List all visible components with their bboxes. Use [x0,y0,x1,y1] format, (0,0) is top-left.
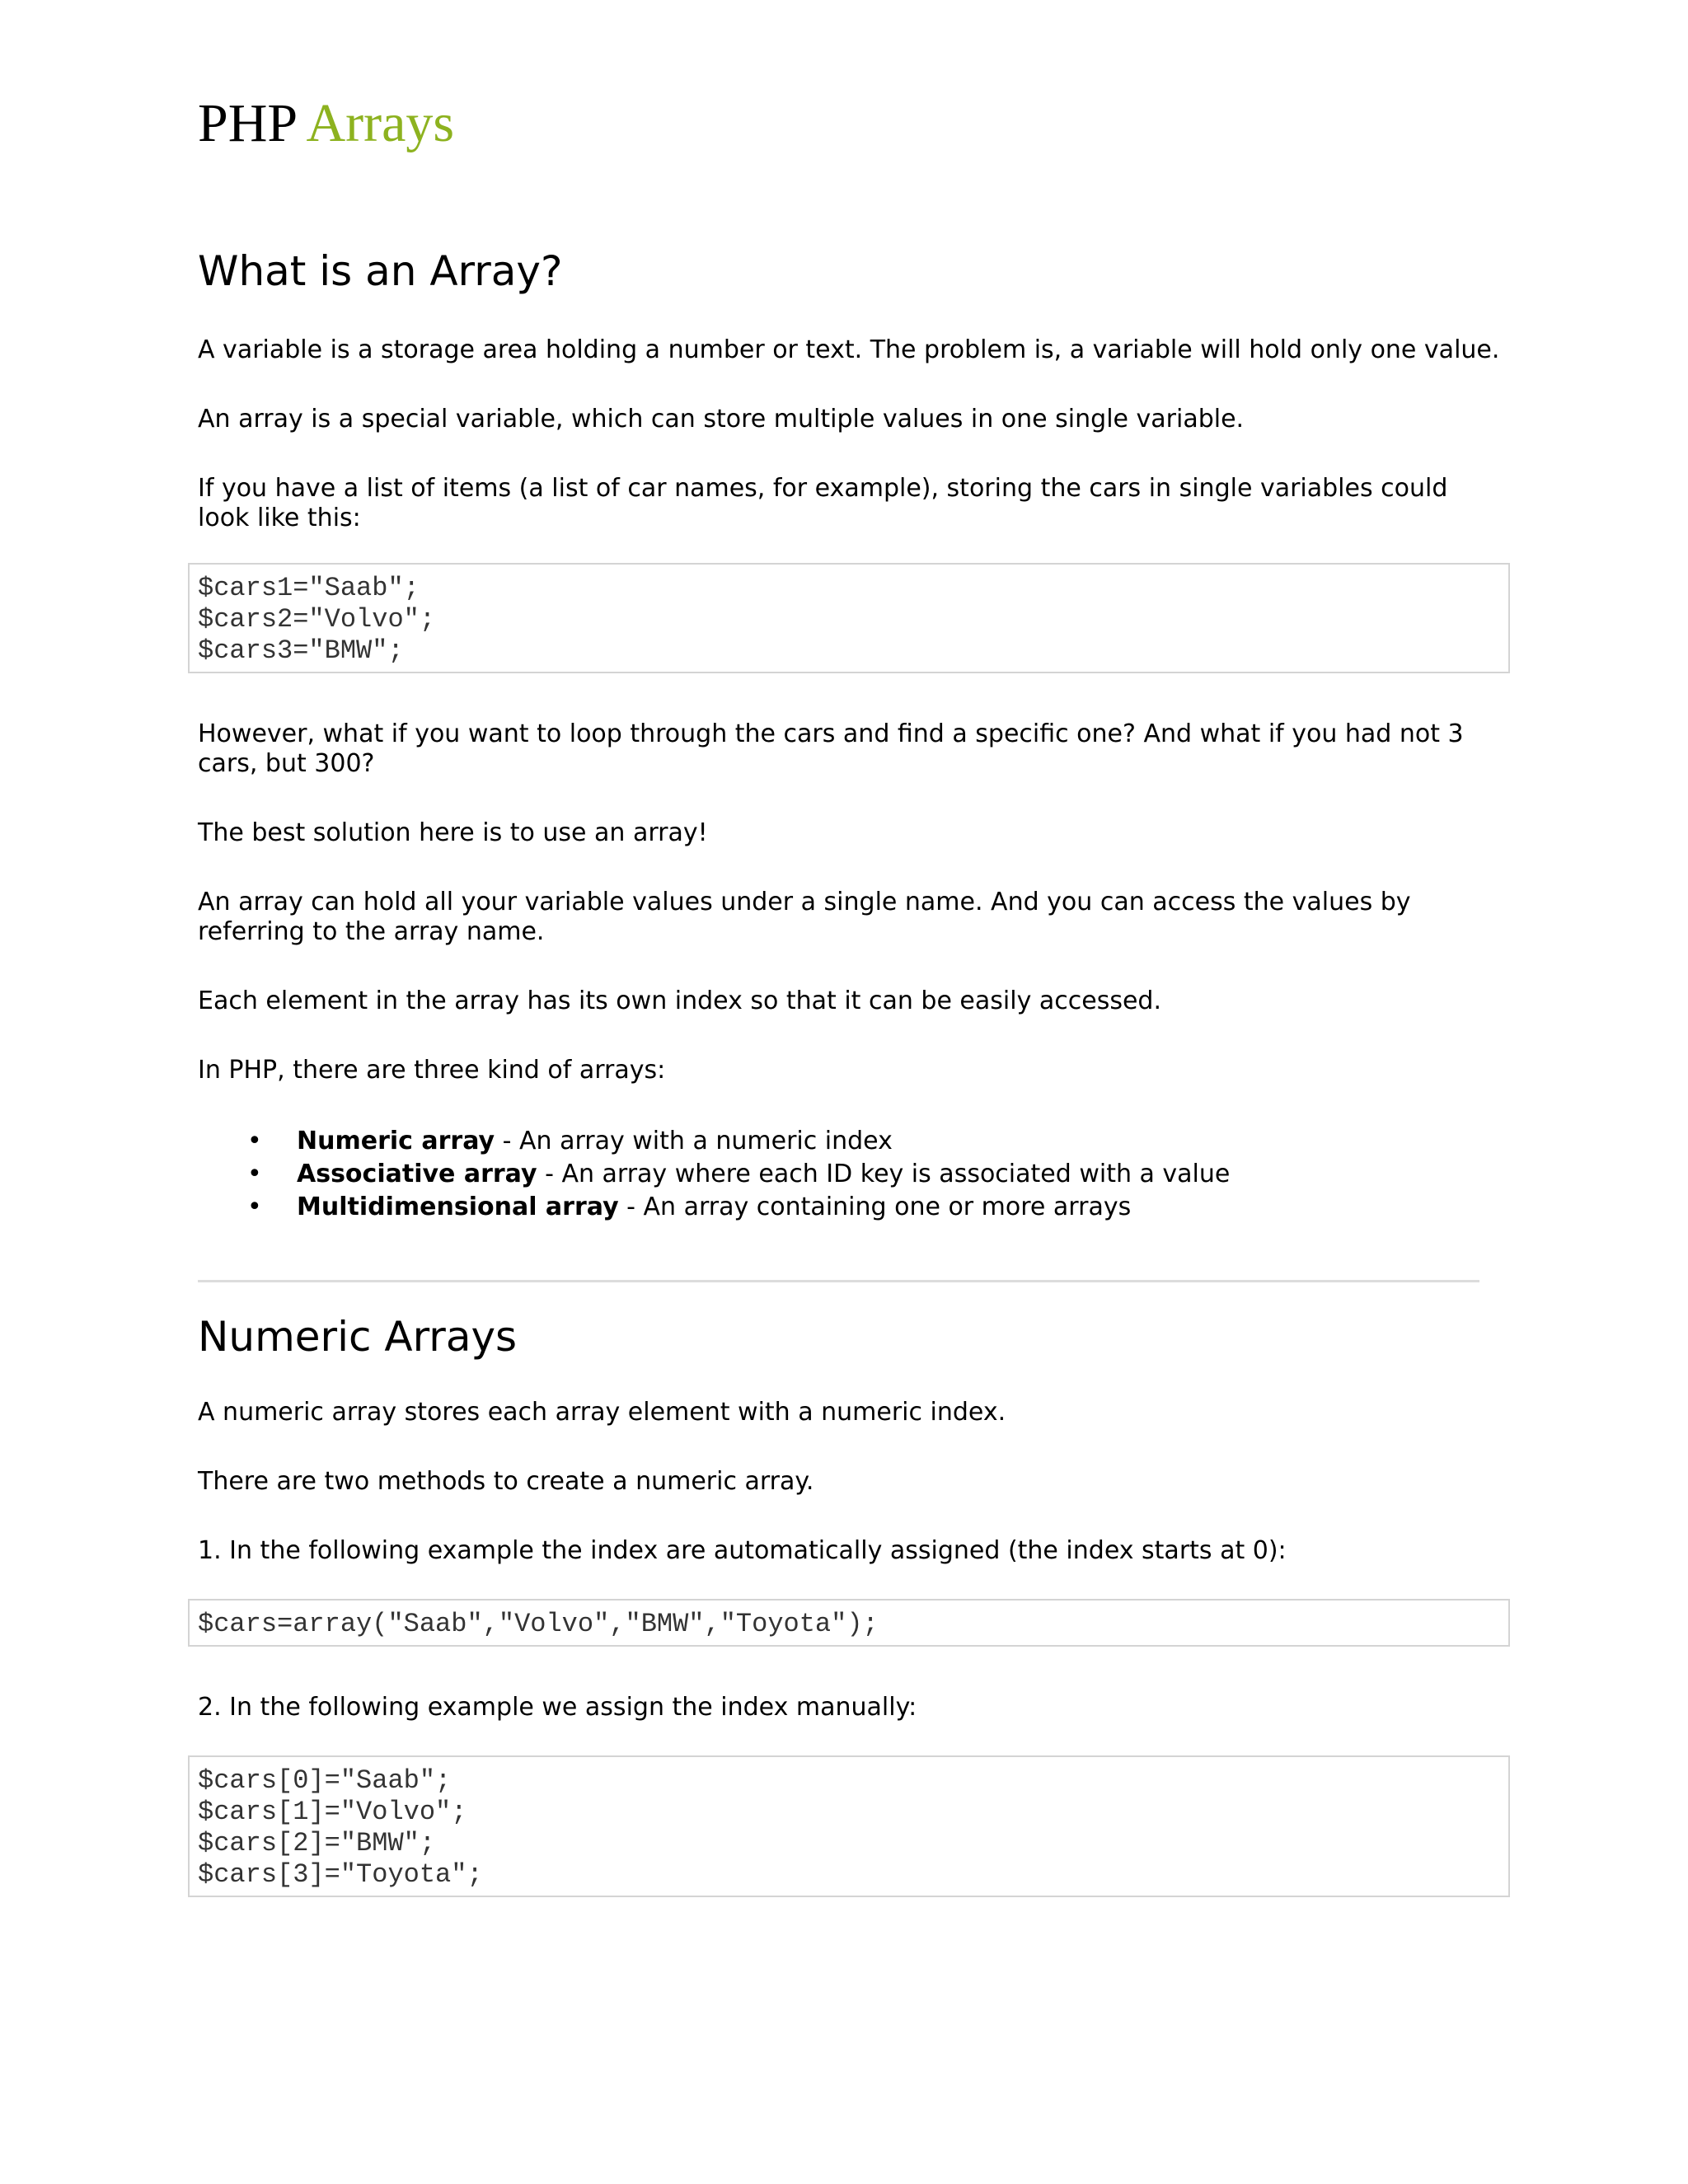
title-accent: Arrays [306,93,455,153]
list-item-term: Associative array [297,1160,537,1189]
paragraph: A numeric array stores each array element with a numeric index. [198,1398,1006,1427]
list-item [198,1158,1500,1191]
code-block-array-function: $cars=array("Saab","Volvo","BMW","Toyota"); [188,1599,1510,1647]
list-item [198,1125,1500,1158]
list-item [198,1191,1500,1224]
page-title [198,91,1500,156]
code-block-single-variables: $cars1="Saab"; $cars2="Volvo"; $cars3="BMW"; [188,563,1510,673]
paragraph: Each element in the array has its own index so that it can be easily accessed. [198,987,1161,1016]
paragraph: There are two methods to create a numeric array. [198,1467,814,1497]
document-page [198,91,1500,1943]
paragraph: An array is a special variable, which can store multiple values in one single variable. [198,405,1245,434]
section-divider [198,1280,1479,1282]
paragraph: In PHP, there are three kind of arrays: [198,1056,666,1085]
paragraph: 1. In the following example the index are automatically assigned (the index starts at 0): [198,1536,1287,1566]
list-item-desc: - An array containing one or more arrays [618,1193,1132,1222]
list-item-desc: - An array with a numeric index [495,1127,893,1156]
paragraph: 2. In the following example we assign the index manually: [198,1693,917,1722]
array-kinds-list [198,1125,1500,1224]
section-heading-what-is-array: What is an Array? [198,247,563,296]
paragraph: An array can hold all your variable values under a single name. And you can access the values by referring to the array name. [198,888,1411,947]
bullet-icon: • [247,1193,262,1222]
code-block-manual-index: $cars[0]="Saab"; $cars[1]="Volvo"; $cars[2]="BMW"; $cars[3]="Toyota"; [188,1755,1510,1897]
list-item-term: Multidimensional array [297,1193,619,1222]
section-heading-numeric-arrays: Numeric Arrays [198,1313,518,1361]
title-prefix: PHP [198,93,296,153]
paragraph: A variable is a storage area holding a number or text. The problem is, a variable will hold only one value. [198,335,1500,365]
paragraph: If you have a list of items (a list of car names, for example), storing the cars in single variables could look like this: [198,474,1448,533]
list-item-desc: - An array where each ID key is associated with a value [537,1160,1231,1189]
bullet-icon: • [247,1127,262,1156]
paragraph: The best solution here is to use an array! [198,818,708,848]
bullet-icon: • [247,1160,262,1189]
list-item-term: Numeric array [297,1127,495,1156]
paragraph: However, what if you want to loop through the cars and find a specific one? And what if you had not 3 cars, but 300? [198,719,1464,779]
